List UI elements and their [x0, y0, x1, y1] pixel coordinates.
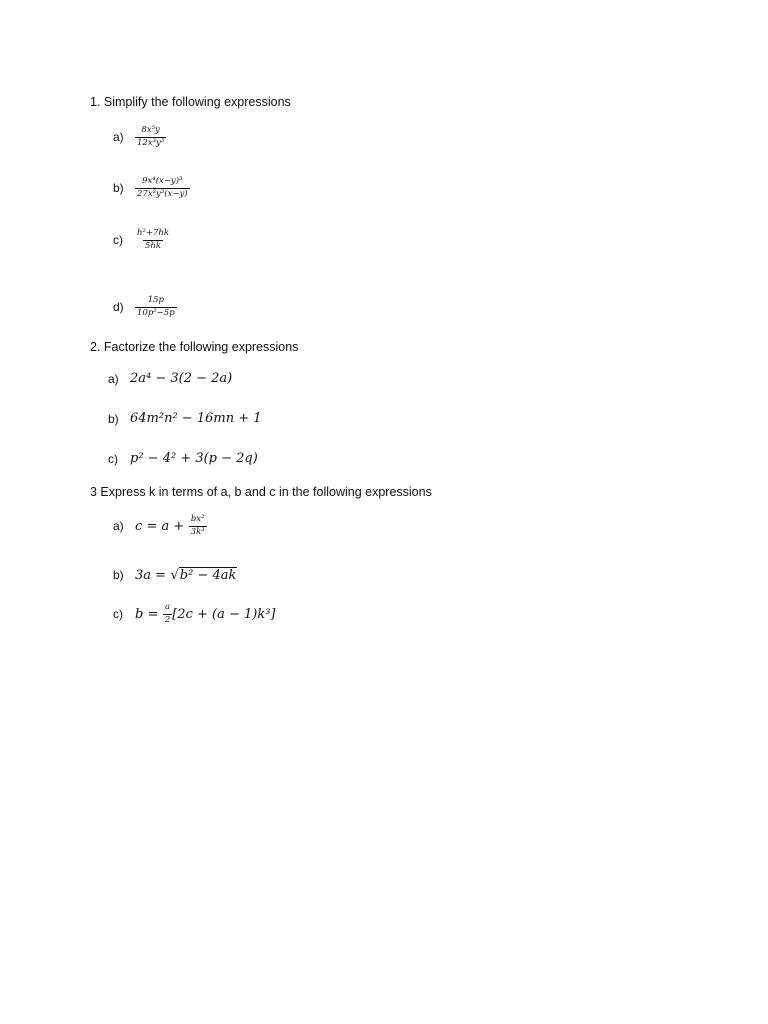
q1c-label: c) — [113, 233, 123, 248]
q1c-fraction — [135, 229, 171, 252]
q3a-denominator: 3k³ — [190, 526, 205, 537]
q3c-numerator: a — [164, 602, 171, 612]
q3a-fraction — [189, 515, 207, 538]
q1a — [113, 126, 166, 149]
q2c — [108, 451, 258, 466]
q2c-expression: p² − 4² + 3(p − 2q) — [130, 451, 258, 466]
q2c-label: c) — [108, 451, 118, 466]
q3c-denominator: 2 — [164, 614, 171, 625]
q1a-denominator: 12x³y³ — [137, 137, 165, 148]
q2b-expression: 64m²n² − 16mn + 1 — [130, 411, 262, 426]
section-1-heading: 1. Simplify the following expressions — [90, 95, 291, 109]
radical-sign: √ — [170, 567, 179, 583]
section-2-heading: 2. Factorize the following expressions — [90, 340, 299, 354]
q3b-radical — [171, 568, 238, 583]
q3b — [113, 566, 237, 584]
q1b-label: b) — [113, 181, 124, 196]
q3c-lhs: b = — [135, 606, 159, 622]
q1a-numerator: 8x⁵y — [141, 125, 160, 135]
q2b — [108, 411, 262, 426]
q1d-numerator: 15p — [147, 295, 164, 305]
q1d-label: d) — [113, 300, 124, 315]
q3c-rhs: [2c + (a − 1)k³] — [172, 606, 276, 622]
q2a-label: a) — [108, 371, 119, 386]
q3b-label: b) — [113, 568, 124, 582]
q1c-denominator: 5hk — [145, 240, 162, 251]
q1a-label: a) — [113, 130, 124, 145]
q1b-numerator: 9x⁴(x−y)³ — [142, 176, 183, 186]
q1d — [113, 296, 177, 319]
q3b-radicand: b² − 4ak — [179, 567, 237, 583]
q1b-denominator: 27x²y³(x−y) — [137, 188, 188, 199]
q2a-expression: 2a⁴ − 3(2 − 2a) — [130, 371, 233, 386]
q3c-fraction — [163, 603, 172, 626]
q2b-label: b) — [108, 411, 119, 426]
q1b-fraction — [135, 177, 190, 200]
q3b-lhs: 3a = — [135, 567, 167, 583]
q3a-numerator: bx² — [190, 514, 205, 524]
q1d-denominator: 10p²−5p — [137, 307, 175, 318]
q2a — [108, 371, 232, 386]
q3c-label: c) — [113, 607, 123, 622]
q3a — [113, 515, 207, 538]
q1d-fraction — [135, 296, 177, 319]
q1b — [113, 177, 190, 200]
q1c — [113, 229, 171, 252]
q3c — [113, 603, 276, 626]
q3a-lhs: c = a + — [135, 518, 185, 534]
q1a-fraction — [135, 126, 166, 149]
section-3-heading: 3 Express k in terms of a, b and c in the following expressions — [90, 485, 432, 499]
q3a-label: a) — [113, 519, 124, 534]
q1c-numerator: h²+7hk — [137, 228, 170, 238]
